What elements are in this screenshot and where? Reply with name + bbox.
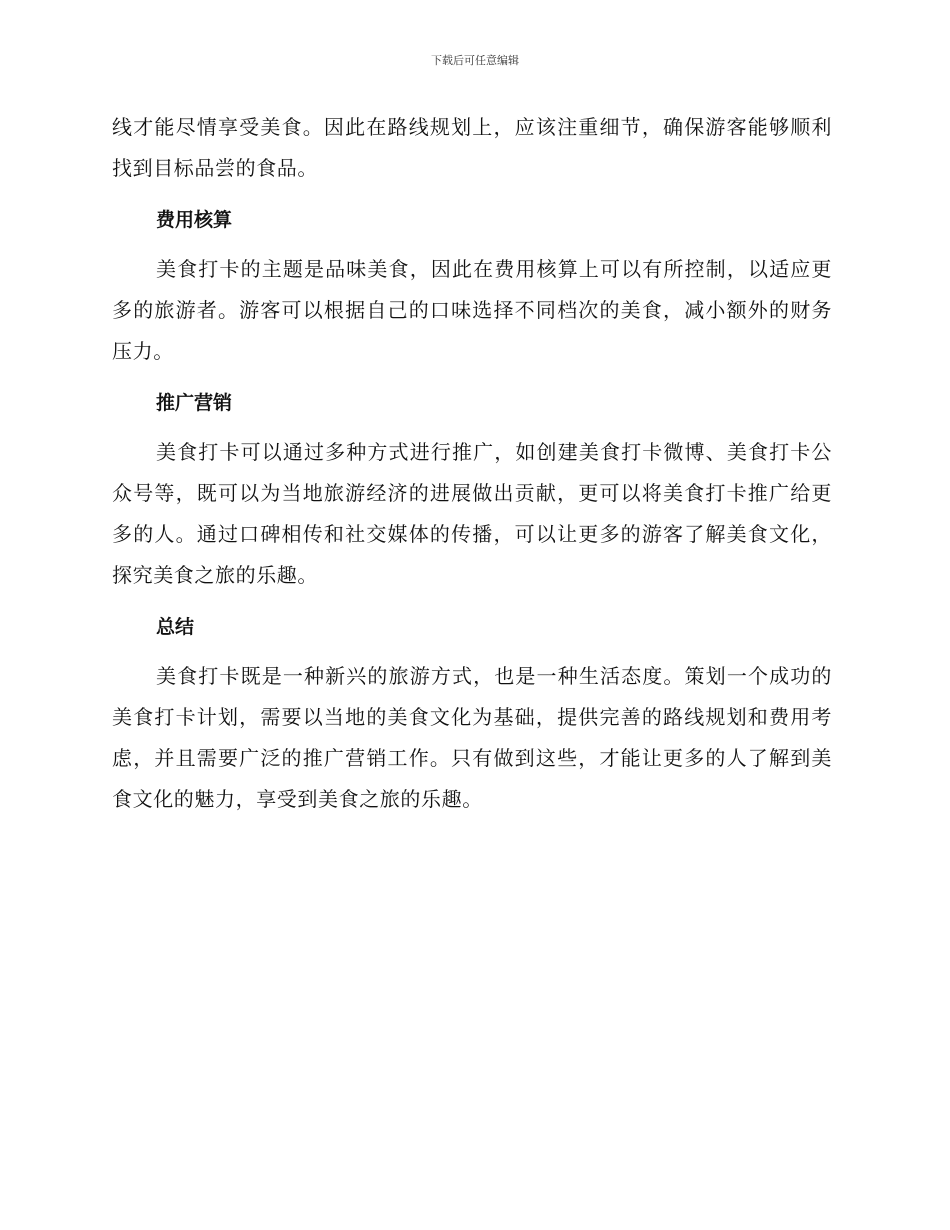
section-paragraph: 美食打卡可以通过多种方式进行推广，如创建美食打卡微博、美食打卡公众号等，既可以为当地旅游经济的进展做出贡献，更可以将美食打卡推广给更多的人。通过口碑相传和社交媒体的传播，可以让更多的游客了解美食文化，探究美食之旅的乐趣。 [112, 440, 832, 587]
section-promotion-marketing [112, 380, 832, 596]
page-header: 下载后可任意编辑 [431, 54, 519, 67]
section-cost-accounting [112, 197, 832, 372]
section-heading: 总结 [156, 616, 195, 638]
intro-paragraph: 线才能尽情享受美食。因此在路线规划上，应该注重细节，确保游客能够顺利找到目标品尝的食品。 [112, 115, 832, 180]
section-heading: 推广营销 [156, 392, 233, 414]
document-body [112, 107, 832, 820]
section-heading: 费用核算 [156, 209, 233, 231]
section-summary [112, 604, 832, 820]
section-paragraph: 美食打卡的主题是品味美食，因此在费用核算上可以有所控制，以适应更多的旅游者。游客可以根据自己的口味选择不同档次的美食，减小额外的财务压力。 [112, 257, 832, 363]
section-paragraph: 美食打卡既是一种新兴的旅游方式，也是一种生活态度。策划一个成功的美食打卡计划，需要以当地的美食文化为基础，提供完善的路线规划和费用考虑，并且需要广泛的推广营销工作。只有做到这些，才能让更多的人了解到美食文化的魅力，享受到美食之旅的乐趣。 [112, 664, 832, 811]
